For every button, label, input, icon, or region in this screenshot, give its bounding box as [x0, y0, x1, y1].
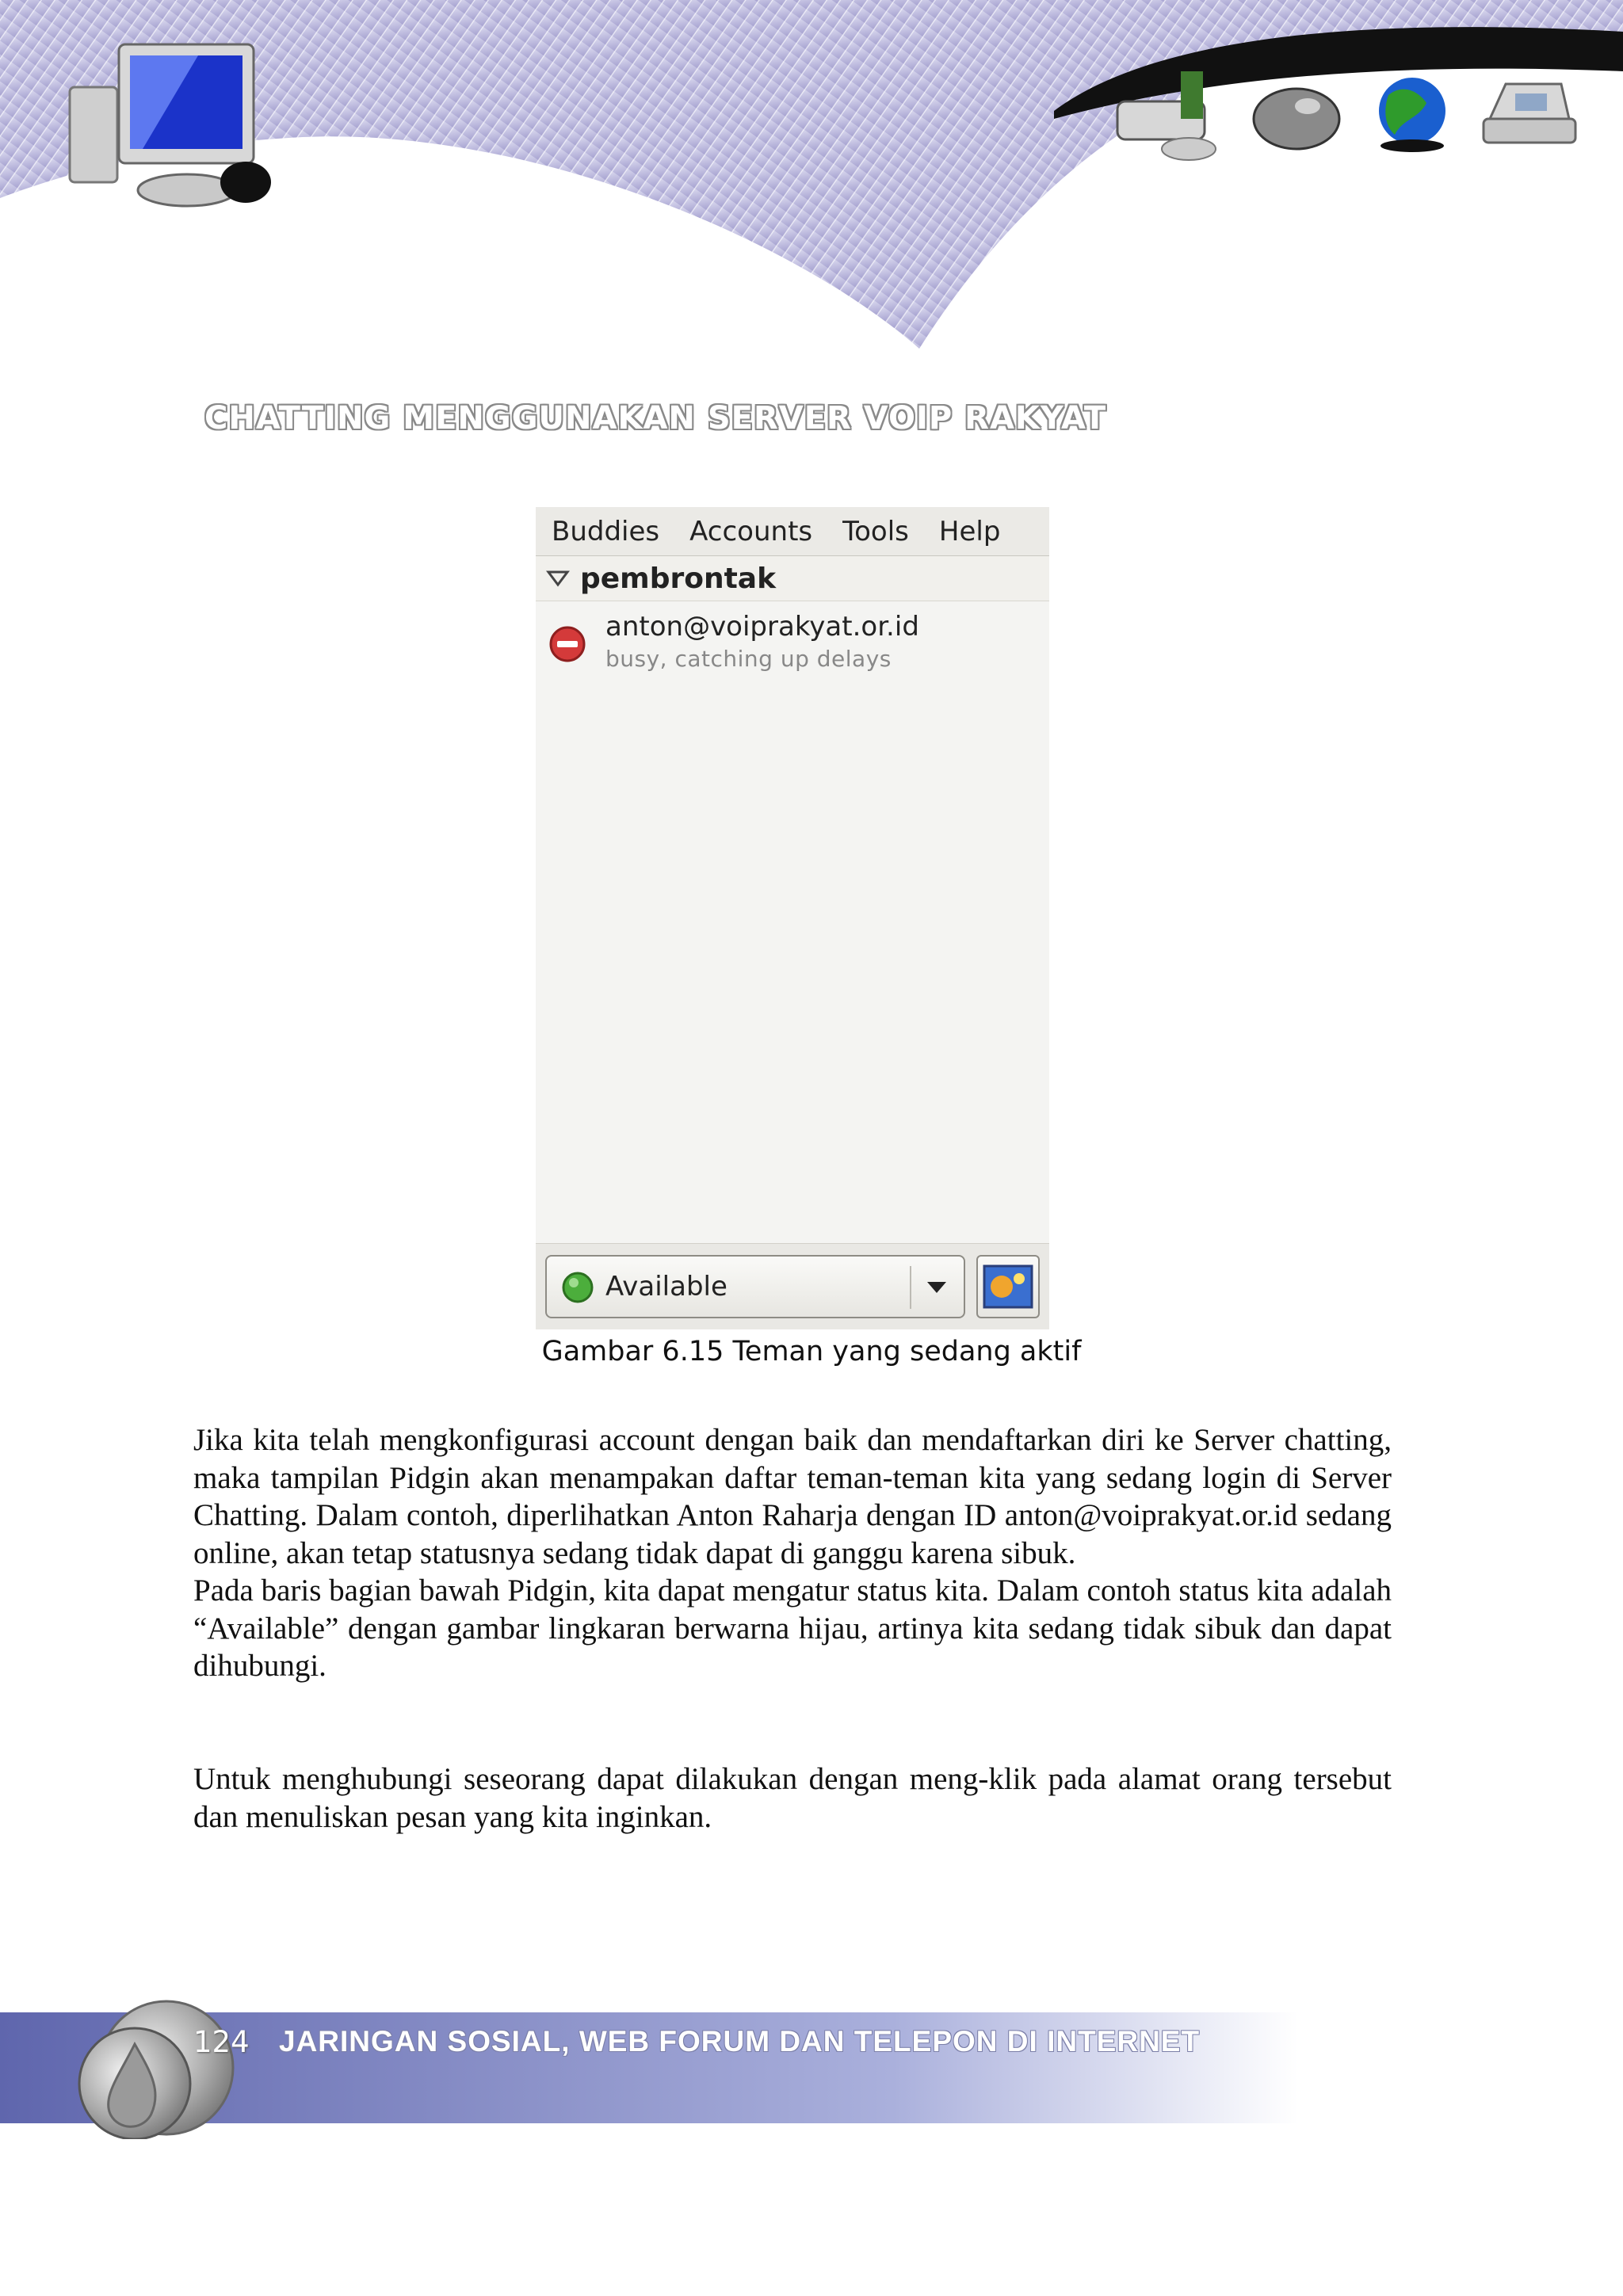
header-banner [0, 0, 1623, 364]
expand-triangle-icon[interactable] [544, 564, 572, 593]
footer-banner [0, 1997, 1623, 2139]
body-paragraph-1 [193, 1421, 1392, 1685]
selector-divider [910, 1266, 911, 1309]
menu-tools[interactable]: Tools [842, 515, 909, 547]
section-title: CHATTING MENGGUNAKAN SERVER VOIP RAKYAT [204, 400, 1107, 437]
menu-bar [536, 507, 1049, 556]
status-selector[interactable] [545, 1255, 965, 1318]
footer-title: JARINGAN SOSIAL, WEB FORUM DAN TELEPON DI INTERNET [279, 2025, 1201, 2058]
buddy-name[interactable]: anton@voiprakyat.or.id [605, 611, 919, 643]
paragraph-1b: Pada baris bagian bawah Pidgin, kita dapat mengatur status kita. Dalam contoh status kita adalah “Available” dengan gambar lingkaran berwarna hijau, artinya kita sedang tidak sibuk dan dapat dihubungi. [193, 1573, 1392, 1683]
menu-accounts[interactable]: Accounts [689, 515, 813, 547]
buddy-row[interactable] [536, 601, 1049, 677]
phone-icon [1484, 84, 1575, 143]
buddy-icon-button[interactable] [976, 1255, 1040, 1318]
buddy-picture-icon [983, 1264, 1033, 1309]
status-area [536, 1243, 1049, 1329]
busy-status-icon [548, 625, 586, 663]
globe-icon [1379, 78, 1445, 152]
buddy-group-header[interactable] [536, 556, 1049, 601]
paragraph-1a: Jika kita telah mengkonfigurasi account dengan baik dan mendaftarkan diri ke Server chatting, maka tampilan Pidgin akan menampakan daftar teman-teman kita yang sedang login di Server Chatting. Dalam contoh, diperlihatkan Anton Raharja dengan ID anton@voiprakyat.or.id sedang online, akan tetap statusnya sedang tidak dapat di ganggu karena sibuk. [193, 1423, 1392, 1570]
menu-help[interactable]: Help [938, 515, 1001, 547]
figure-caption: Gambar 6.15 Teman yang sedang aktif [541, 1336, 1082, 1367]
group-name: pembrontak [580, 562, 777, 595]
menu-buddies[interactable]: Buddies [552, 515, 660, 547]
pidgin-buddy-list [536, 507, 1049, 1329]
buddy-status-message: busy, catching up delays [605, 646, 892, 672]
mouse-icon [1254, 89, 1339, 149]
available-status-icon [561, 1271, 594, 1304]
page-number: 124 [193, 2025, 250, 2059]
body-paragraph-2: Untuk menghubungi seseorang dapat dilakukan dengan meng-klik pada alamat orang tersebut dan menuliskan pesan yang kita inginkan. [193, 1762, 1392, 1834]
dropdown-arrow-icon[interactable] [924, 1277, 949, 1296]
status-label: Available [605, 1271, 727, 1302]
